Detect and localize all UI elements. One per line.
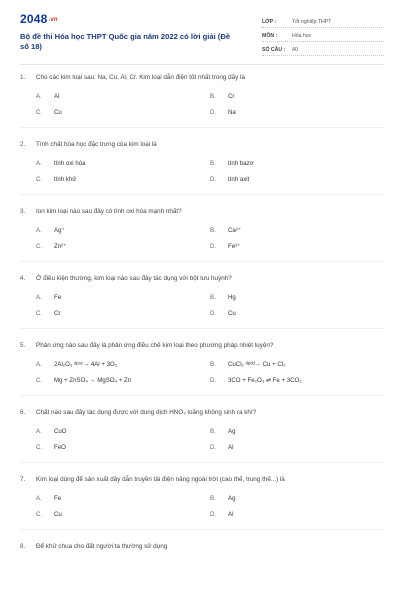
option-letter: A. — [36, 360, 42, 368]
answer-option[interactable] — [210, 92, 384, 100]
option-text: tính khử — [54, 175, 77, 183]
answer-option[interactable] — [36, 494, 210, 502]
meta-value: Hóa học — [292, 33, 312, 39]
header — [20, 12, 384, 56]
question-number: 4. — [20, 275, 26, 282]
question-divider — [20, 462, 384, 463]
option-text: Fe — [54, 293, 62, 301]
question-number: 5. — [20, 342, 26, 349]
question-divider — [20, 194, 384, 195]
question-item — [20, 140, 384, 195]
option-text: Ag — [228, 494, 236, 502]
answer-option[interactable] — [210, 108, 384, 116]
question-item — [20, 207, 384, 262]
question-line — [20, 73, 384, 82]
answer-options — [20, 226, 384, 250]
question-number: 7. — [20, 476, 26, 483]
question-divider — [20, 529, 384, 530]
option-letter: C. — [36, 510, 43, 518]
option-letter: D. — [210, 309, 217, 317]
option-letter: B. — [210, 494, 216, 502]
answer-option[interactable] — [210, 510, 384, 518]
option-text: Hg — [228, 293, 236, 301]
question-line — [20, 542, 384, 551]
option-letter: B. — [210, 226, 216, 234]
answer-option[interactable] — [210, 427, 384, 435]
header-divider — [20, 64, 384, 65]
question-text: Để khử chua cho đất người ta thường sử dụng — [36, 543, 168, 550]
option-letter: A. — [36, 427, 42, 435]
answer-option[interactable] — [210, 159, 384, 167]
question-text: Kim loại dùng để sản xuất dây dẫn truyền tải điện năng ngoài trời (cao thế, trung thế...) là — [36, 476, 285, 483]
option-letter: B. — [210, 360, 216, 368]
meta-key: SỐ CÂU : — [262, 47, 286, 53]
answer-option[interactable] — [210, 293, 384, 301]
option-text: Ag⁺ — [54, 226, 65, 234]
option-letter: C. — [36, 242, 43, 250]
option-text: Fe — [54, 494, 62, 502]
option-text: Al — [228, 510, 234, 518]
answer-option[interactable] — [36, 175, 210, 183]
answer-option[interactable] — [210, 242, 384, 250]
question-text: Cho các kim loại sau: Na, Cu, Al, Cr. Kim loại dẫn điện tốt nhất trong dãy là — [36, 74, 245, 81]
answer-option[interactable] — [210, 376, 384, 384]
option-letter: D. — [210, 376, 217, 384]
question-item — [20, 542, 384, 551]
answer-option[interactable] — [36, 226, 210, 234]
meta-row-class — [262, 14, 384, 28]
question-divider — [20, 127, 384, 128]
question-line — [20, 408, 384, 417]
answer-options — [20, 293, 384, 317]
question-line — [20, 140, 384, 149]
option-text: Cu — [54, 510, 62, 518]
option-text: Zn²⁺ — [54, 242, 67, 250]
answer-options — [20, 159, 384, 183]
option-letter: C. — [36, 175, 43, 183]
option-text: Ca²⁺ — [228, 226, 242, 234]
option-text: Na — [228, 108, 236, 116]
answer-options — [20, 427, 384, 451]
logo-suffix: .vn — [48, 16, 58, 23]
question-text: Chất nào sau đây tác dụng được với dung dịch HNO₃ loãng không sinh ra khí? — [36, 409, 257, 416]
question-number: 1. — [20, 74, 26, 81]
answer-option[interactable] — [36, 159, 210, 167]
answer-option[interactable] — [36, 242, 210, 250]
answer-option[interactable] — [210, 226, 384, 234]
answer-option[interactable] — [210, 494, 384, 502]
question-number: 6. — [20, 409, 26, 416]
question-item — [20, 274, 384, 329]
answer-option[interactable] — [210, 175, 384, 183]
option-letter: B. — [210, 92, 216, 100]
answer-option[interactable] — [36, 510, 210, 518]
option-letter: C. — [36, 443, 43, 451]
question-number: 3. — [20, 208, 26, 215]
option-letter: A. — [36, 226, 42, 234]
option-text: tính bazơ — [228, 159, 254, 167]
option-text: 3CO + Fe₂O₃ ⇄ Fe + 3CO₂ — [228, 376, 302, 384]
document-title: Bộ đề thi Hóa học THPT Quốc gia năm 2022 có lời giải (Đề số 18) — [20, 32, 231, 51]
meta-info — [262, 14, 384, 56]
option-letter: C. — [36, 108, 43, 116]
meta-row-count — [262, 42, 384, 56]
answer-option[interactable] — [36, 108, 210, 116]
question-line — [20, 475, 384, 484]
option-letter: A. — [36, 92, 42, 100]
option-text: Al — [54, 92, 60, 100]
option-text: Al — [228, 443, 234, 451]
answer-option[interactable] — [36, 92, 210, 100]
answer-option[interactable] — [36, 376, 210, 384]
option-letter: B. — [210, 293, 216, 301]
logo-text: 2048 — [20, 12, 48, 26]
answer-options — [20, 360, 384, 384]
answer-option[interactable] — [210, 443, 384, 451]
question-item — [20, 408, 384, 463]
option-text: 2Al₂O₃ ᵈᵖⁿᶜ→ 4Al + 3O₂ — [54, 360, 118, 368]
option-text: Cr — [228, 92, 235, 100]
option-text: Ag — [228, 427, 236, 435]
option-letter: D. — [210, 242, 217, 250]
option-letter: D. — [210, 510, 217, 518]
meta-row-subject — [262, 28, 384, 42]
question-divider — [20, 328, 384, 329]
question-number: 2. — [20, 141, 26, 148]
option-letter: C. — [36, 376, 43, 384]
question-item — [20, 73, 384, 128]
option-letter: C. — [36, 309, 43, 317]
answer-option[interactable] — [36, 360, 210, 368]
question-list — [20, 73, 384, 551]
option-letter: D. — [210, 108, 217, 116]
answer-options — [20, 92, 384, 116]
option-letter: A. — [36, 159, 42, 167]
answer-option[interactable] — [210, 309, 384, 317]
answer-option[interactable] — [36, 427, 210, 435]
answer-options — [20, 494, 384, 518]
option-text: FeO — [54, 443, 66, 451]
meta-key: LỚP : — [262, 19, 277, 25]
option-text: Fe²⁺ — [228, 242, 241, 250]
question-item — [20, 341, 384, 396]
answer-option[interactable] — [210, 360, 384, 368]
question-text: Ở điều kiện thường, kim loại nào sau đây tác dụng với bột lưu huỳnh? — [36, 275, 232, 282]
option-text: Cu — [228, 309, 236, 317]
option-text: Mg + ZnSO₄ → MgSO₄ + Zn — [54, 376, 132, 384]
question-divider — [20, 261, 384, 262]
meta-value: 40 — [292, 47, 298, 53]
question-item — [20, 475, 384, 530]
answer-option[interactable] — [36, 443, 210, 451]
question-line — [20, 207, 384, 216]
site-logo[interactable] — [20, 12, 235, 26]
brand-block — [20, 12, 235, 52]
option-letter: A. — [36, 494, 42, 502]
option-text: CuO — [54, 427, 67, 435]
answer-option[interactable] — [36, 293, 210, 301]
question-text: Phản ứng nào sau đây là phản ứng điều chế kim loại theo phương pháp nhiệt luyện? — [36, 342, 274, 349]
question-text: Tính chất hóa học đặc trưng của kim loại là — [36, 141, 157, 148]
answer-option[interactable] — [36, 309, 210, 317]
question-divider — [20, 395, 384, 396]
option-letter: D. — [210, 175, 217, 183]
option-letter: B. — [210, 427, 216, 435]
meta-key: MÔN : — [262, 33, 278, 39]
question-line — [20, 274, 384, 283]
option-text: Cu — [54, 108, 62, 116]
option-text: CuCl₂ ᵈᵖᵈᵈ→ Cu + Cl₂ — [228, 360, 286, 368]
question-line — [20, 341, 384, 350]
question-text: Ion kim loại nào sau đây có tính oxi hóa mạnh nhất? — [36, 208, 182, 215]
option-text: tính oxi hóa — [54, 159, 86, 167]
question-number: 8. — [20, 543, 26, 550]
meta-value: Tốt nghiệp THPT — [292, 19, 332, 25]
option-text: tính axit — [228, 175, 250, 183]
option-letter: D. — [210, 443, 217, 451]
option-letter: B. — [210, 159, 216, 167]
option-text: Cr — [54, 309, 61, 317]
option-letter: A. — [36, 293, 42, 301]
